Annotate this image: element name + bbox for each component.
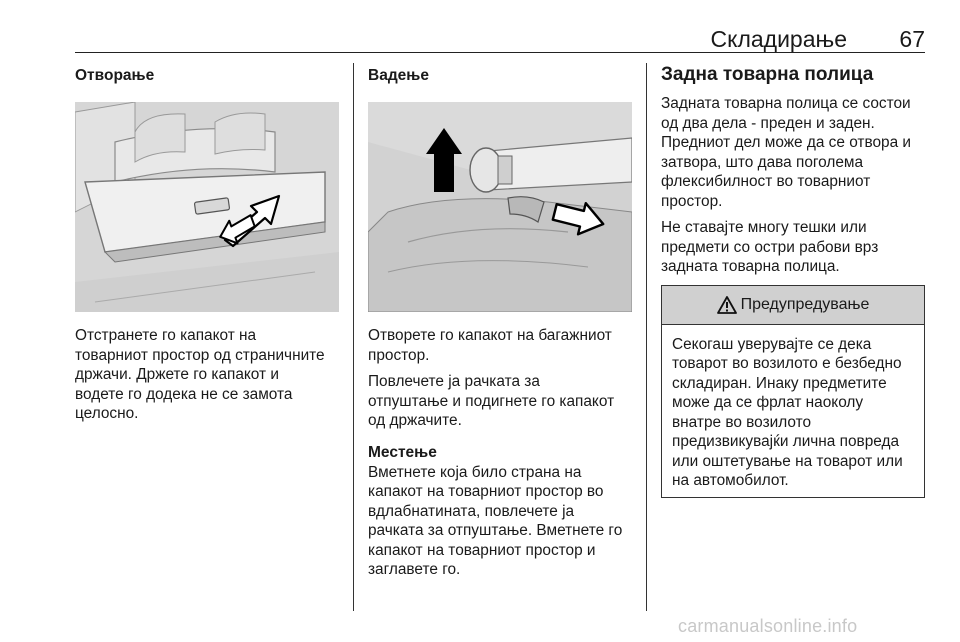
rear-shelf-heading: Задна товарна полица (661, 64, 874, 85)
opening-heading: Отворање (75, 67, 155, 84)
column-divider-1 (353, 63, 354, 611)
installation-text: Вметнете која било страна на капакот на товарниот простор во вдлабнатинатa, повлечете ја рачката за отпуштање. Вметнете го капакот на товарниот простор и заглавете го. (368, 463, 623, 578)
middle-column (368, 60, 634, 587)
warning-title: Предупредување (740, 295, 870, 313)
figure-opening (75, 102, 339, 312)
cargo-cover-removal-illustration (368, 102, 632, 312)
warning-box (661, 285, 925, 498)
warning-text: Секогаш уверувајте се дека товарот во возилото е безбедно складиран. Инаку предметите може да се фрлат наоколу внатре во возилото предизвикувајќи лична повреда или оштетување на товарот или на автомобилот. (672, 335, 903, 489)
column-divider-2 (646, 63, 647, 611)
header-divider (75, 52, 925, 53)
cargo-cover-opening-illustration (75, 102, 339, 312)
removal-text-2: Повлечете ја рачката за отпуштање и подигнете го капакот од држачите. (368, 373, 615, 429)
left-column (75, 60, 343, 431)
figure-removal (368, 102, 632, 312)
section-title: Складирање (710, 26, 847, 52)
page-header (75, 22, 925, 50)
removal-heading: Вадење (368, 67, 429, 84)
installation-heading: Местење (368, 443, 437, 461)
opening-text: Отстранете го капакот на товарниот простор од страничните држачи. Држете го капакот и водете го додека не се замота целосно. (75, 327, 325, 422)
right-column (661, 60, 927, 498)
removal-text-1: Отворете го капакот на багажниот простор. (368, 327, 612, 364)
rear-shelf-text-1: Задната товарна полица се состои од два дела - преден и заден. Предниот дел може да се отвора и затвора, што дава поголема флексибилност во товарниот простор. (661, 95, 912, 210)
warning-header (662, 286, 924, 325)
watermark: carmanualsonline.info (678, 616, 858, 636)
warning-triangle-icon (717, 296, 737, 314)
page-number: 67 (899, 26, 925, 52)
rear-shelf-text-2: Не ставајте многу тешки или предмети со остри рабови врз задната товарна полица. (661, 219, 879, 275)
warning-body (662, 325, 924, 497)
